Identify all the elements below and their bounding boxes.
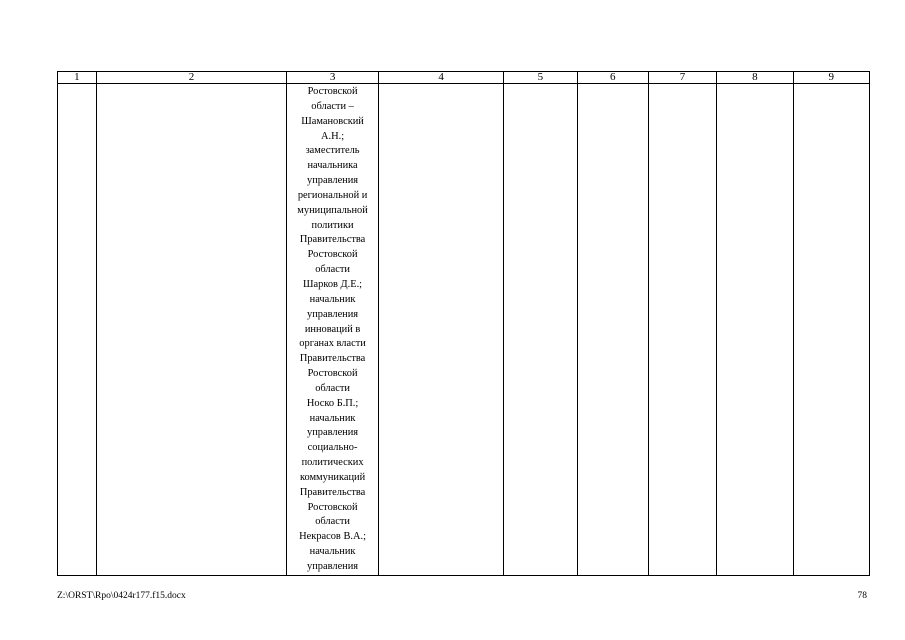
- table-cell-col6: [577, 84, 648, 576]
- column-header-4: 4: [378, 72, 503, 84]
- header-row: [58, 72, 870, 84]
- responsible-persons-text: Ростовской области – Шамановский А.Н.; заместитель начальника управления региональной и муниципальной политики Правительства Ростовской области Шарков Д.Е.; начальник управления инноваций в органах власти Правительства Ростовской области Носко Б.П.; начальник управления социально- политических коммуникаций Правительства Ростовской области Некрасов В.А.; начальник управления: [297, 86, 368, 572]
- table-cell-col8: [717, 84, 793, 576]
- document-table: [57, 71, 870, 576]
- column-header-6: 6: [577, 72, 648, 84]
- column-header-1: 1: [58, 72, 97, 84]
- footer-file-path: Z:\ORST\Rpo\0424r177.f15.docx: [57, 591, 186, 601]
- column-header-5: 5: [504, 72, 577, 84]
- column-header-7: 7: [648, 72, 716, 84]
- table-cell-col9: [793, 84, 869, 576]
- table-cell-col5: [504, 84, 577, 576]
- column-header-2: 2: [96, 72, 287, 84]
- page-number: 78: [857, 591, 867, 601]
- column-header-9: 9: [793, 72, 869, 84]
- table-cell-col1: [58, 84, 97, 576]
- table-row: [58, 84, 870, 576]
- column-header-8: 8: [717, 72, 793, 84]
- table-cell-col4: [378, 84, 503, 576]
- table-cell-col3: [287, 84, 379, 576]
- table-cell-col7: [648, 84, 716, 576]
- table-cell-col2: [96, 84, 287, 576]
- column-header-3: 3: [287, 72, 379, 84]
